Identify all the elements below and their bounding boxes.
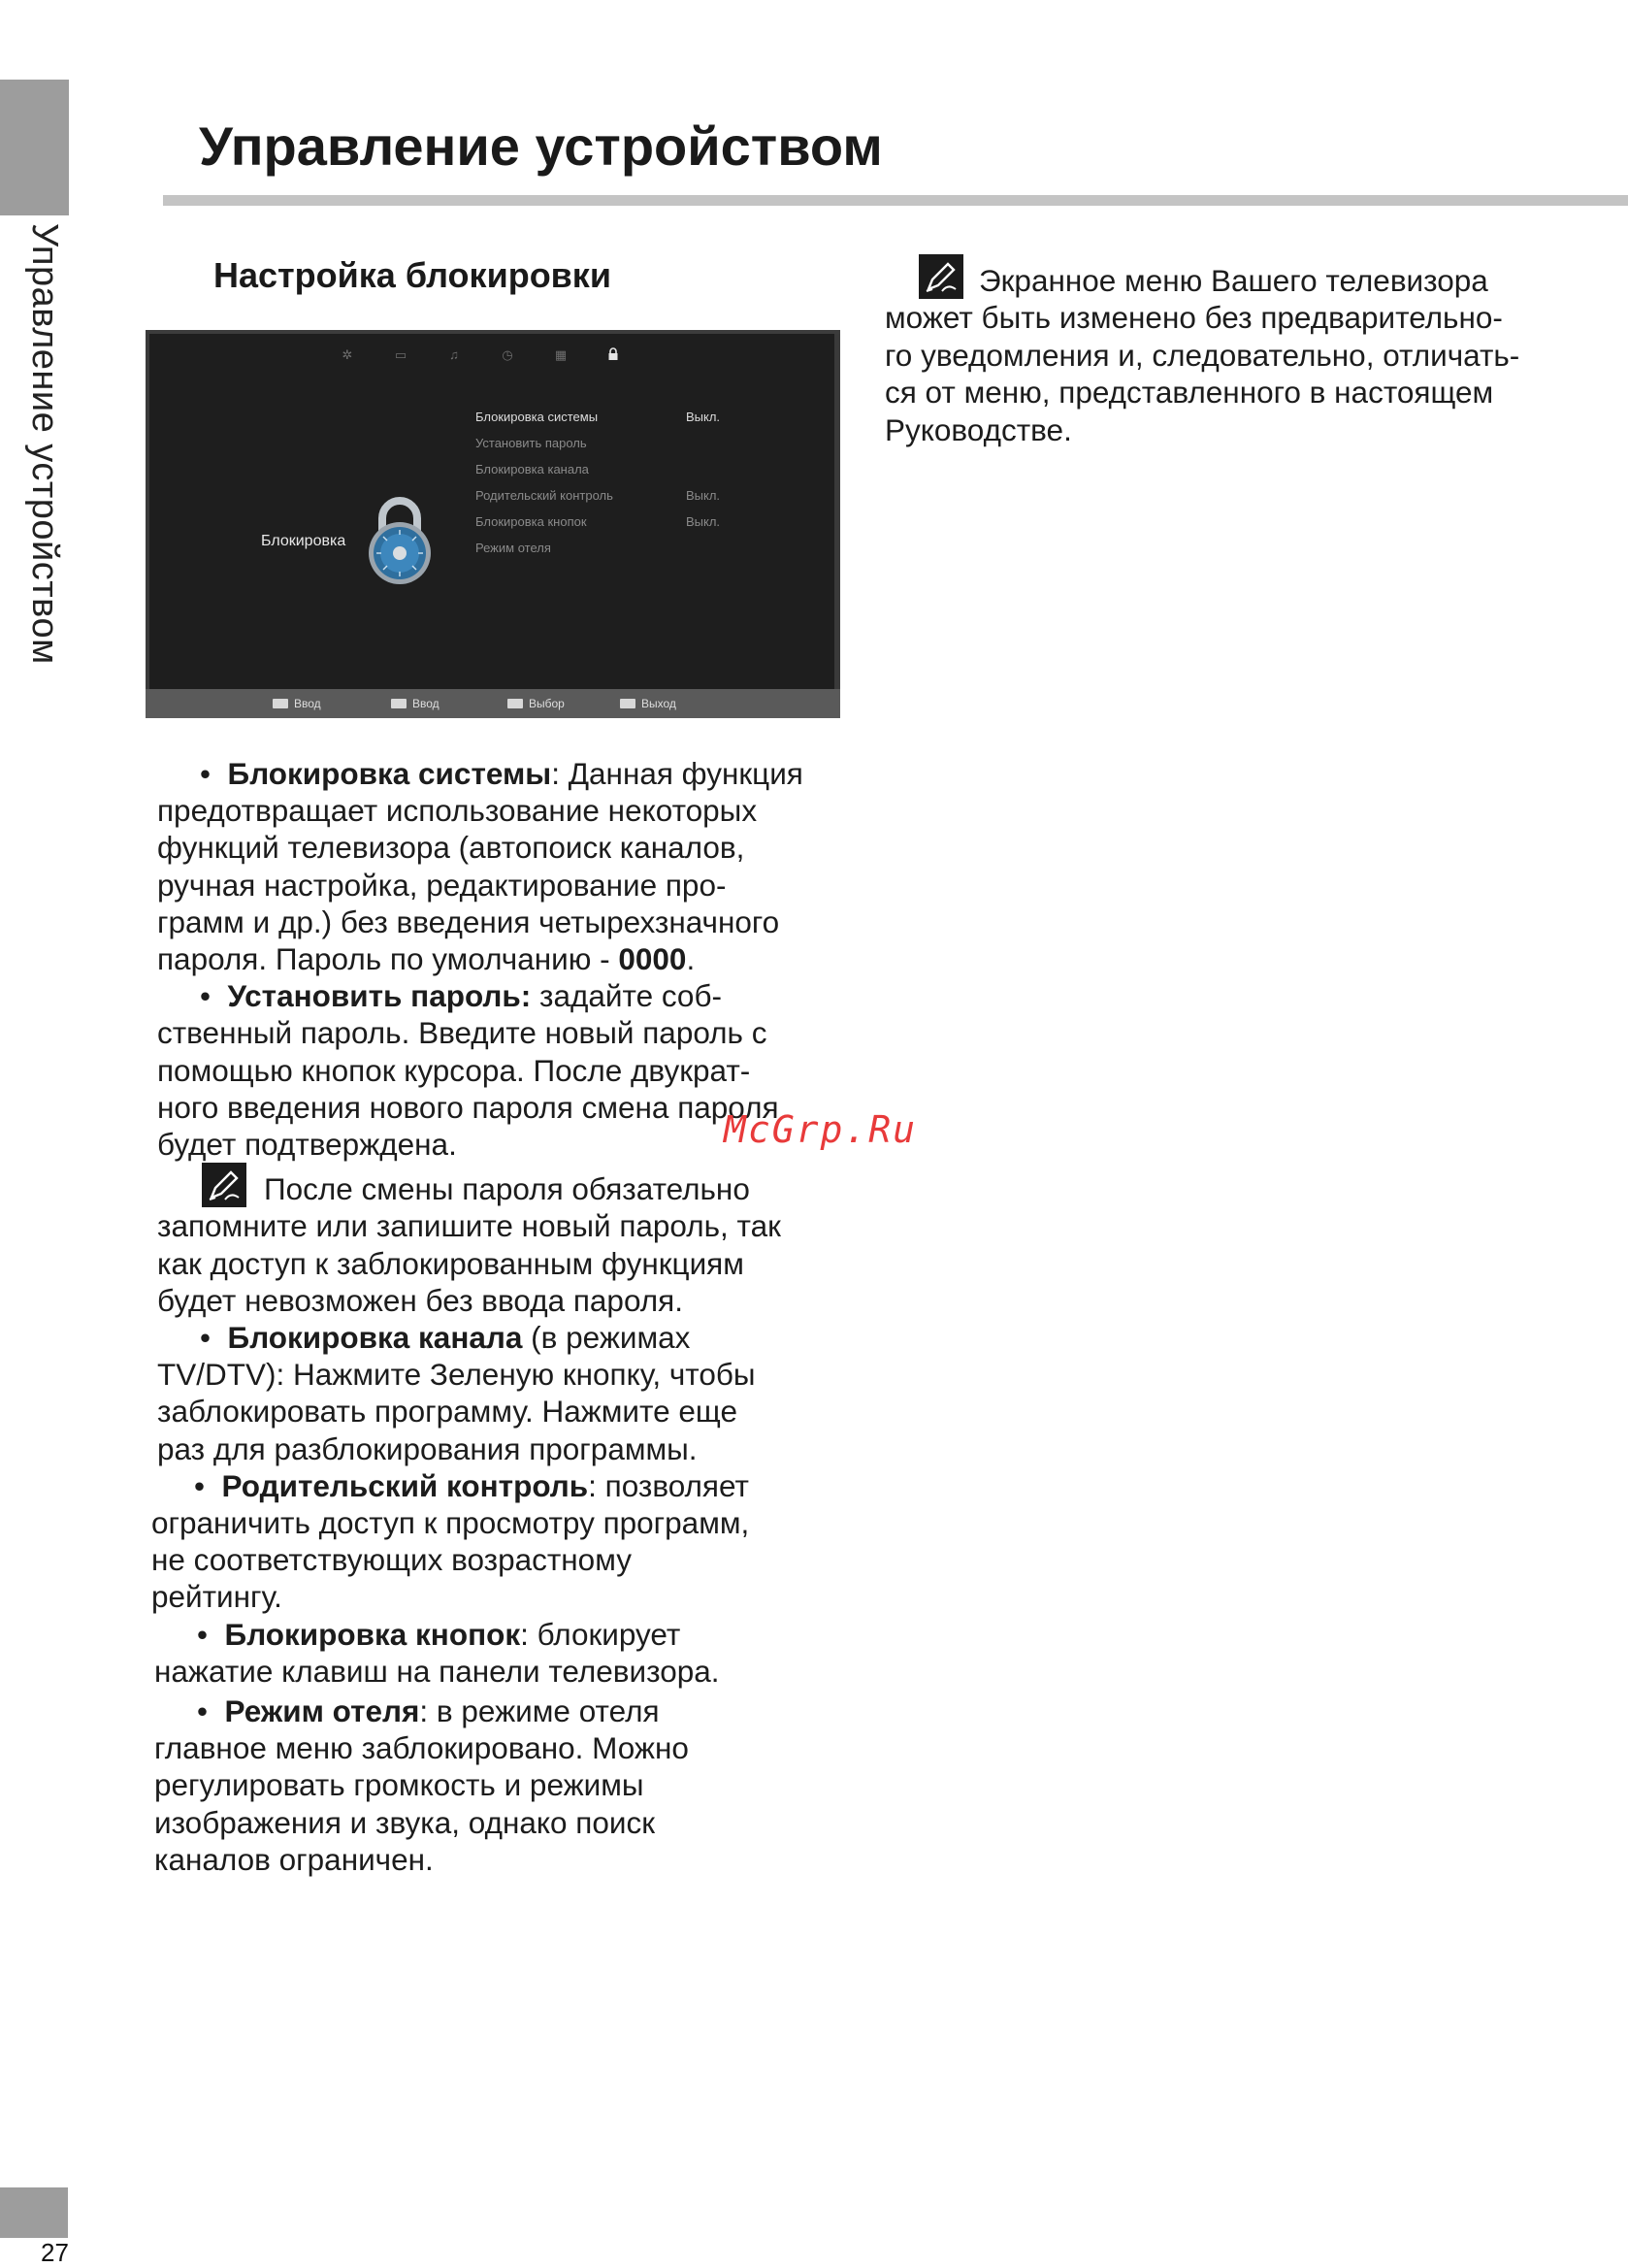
tv-hint-bar [146, 689, 840, 718]
hint-exit: Выход [620, 697, 676, 710]
lock-menu-label: Блокировка [261, 533, 346, 549]
note-pencil-icon [202, 1163, 246, 1207]
page-number: 27 [41, 2238, 69, 2267]
tv-menu-item[interactable]: Блокировка системы Выкл. [475, 410, 721, 424]
watermark-text: McGrp.Ru [724, 1108, 918, 1151]
key-icon [391, 699, 407, 708]
padlock-icon [361, 491, 439, 588]
tv-menu-item[interactable]: Блокировка кнопок Выкл. [475, 514, 721, 529]
tv-frame-edge [146, 334, 149, 718]
lock-descriptions: • Блокировка системы: Данная функция предотвращает использование некоторых функций телевизора (автопоиск каналов, ручная настройка, редактирование про- грамм и др.) без введения четырехзначного пароля. Пароль по умолчанию - 0000. • Установить пароль: задайте соб- ственный пароль. Введите новый пароль с помощью кнопок курсора. После двукрат- ного введения нового пароля смена пароля будет подтверждена. После смены пароля обязательно запомните или запишите новый пароль, так как доступ к заблокированным функциям будет невозможен без ввода пароля. • Блокировка канала (в режимах TV/DTV): Нажмите Зеленую кнопку, чтобы заблокировать программу. Нажмите еще раз для разблокирования программы. • Родительский контроль: позволяет ограничить доступ к просмотру программ, не соответствующих возрастному рейтингу. • Блокировка кнопок: блокирует нажатие клавиш на панели телевизора. • Режим отеля: в режиме отеля главное меню заблокировано. Можно регулировать громкость и режимы изображения и звука, однако поиск каналов ограничен. [157, 755, 856, 1878]
tv-menu-item[interactable]: Блокировка канала [475, 462, 589, 477]
tv-lock-menu [475, 410, 737, 567]
tv-menu-item[interactable]: Режим отеля [475, 541, 551, 555]
page-title: Управление устройством [199, 115, 883, 177]
lock-icon [605, 347, 621, 363]
item-hotel-mode: • Режим отеля: в режиме отеля главное меню заблокировано. Можно регулировать громкость и режимы изображения и звука, однако поиск каналов ограничен. [154, 1693, 689, 1877]
gear-icon: ✲ [342, 347, 353, 362]
page-number-tab [0, 2187, 68, 2238]
key-icon [273, 699, 288, 708]
title-rule [163, 195, 1628, 206]
password-note: После смены пароля обязательно [157, 1163, 856, 1207]
monitor-icon: ▭ [394, 347, 407, 362]
tv-frame-edge [834, 334, 840, 718]
side-label: Управление устройством [24, 223, 65, 665]
tv-osd-screenshot [146, 330, 840, 718]
item-button-lock: • Блокировка кнопок: блокирует нажатие клавиш на панели телевизора. [154, 1616, 720, 1689]
key-icon [507, 699, 523, 708]
item-channel-lock: • Блокировка канала (в режимах [200, 1320, 691, 1356]
tv-menu-tabs [146, 347, 840, 363]
item-parental-control: • Родительский контроль: позволяет ограничить доступ к просмотру программ, не соответствующих возрастному рейтингу. [151, 1467, 750, 1615]
section-title: Настройка блокировки [213, 255, 611, 295]
item-set-password: • Установить пароль: задайте соб- [200, 978, 722, 1014]
hint-enter: Ввод [273, 697, 321, 710]
key-icon [620, 699, 635, 708]
clock-icon: ◷ [502, 347, 513, 362]
tv-menu-item[interactable]: Родительский контроль Выкл. [475, 488, 721, 503]
item-system-lock: • Блокировка системы: Данная функция [200, 756, 803, 791]
osd-change-note: Экранное меню Вашего телевизора может быть изменено без предварительно- го уведомления и, следовательно, отличать- ся от меню, представленного в настоящем Руководстве. [885, 254, 1564, 448]
default-password: 0000 [618, 941, 687, 977]
hint-select: Выбор [507, 697, 565, 710]
note-pencil-icon [919, 254, 963, 299]
music-note-icon: ♫ [449, 347, 459, 362]
grid-icon: ▦ [554, 347, 568, 362]
side-tab [0, 80, 69, 215]
hint-enter-menu: Ввод [391, 697, 440, 710]
tv-menu-item[interactable]: Установить пароль [475, 436, 587, 450]
